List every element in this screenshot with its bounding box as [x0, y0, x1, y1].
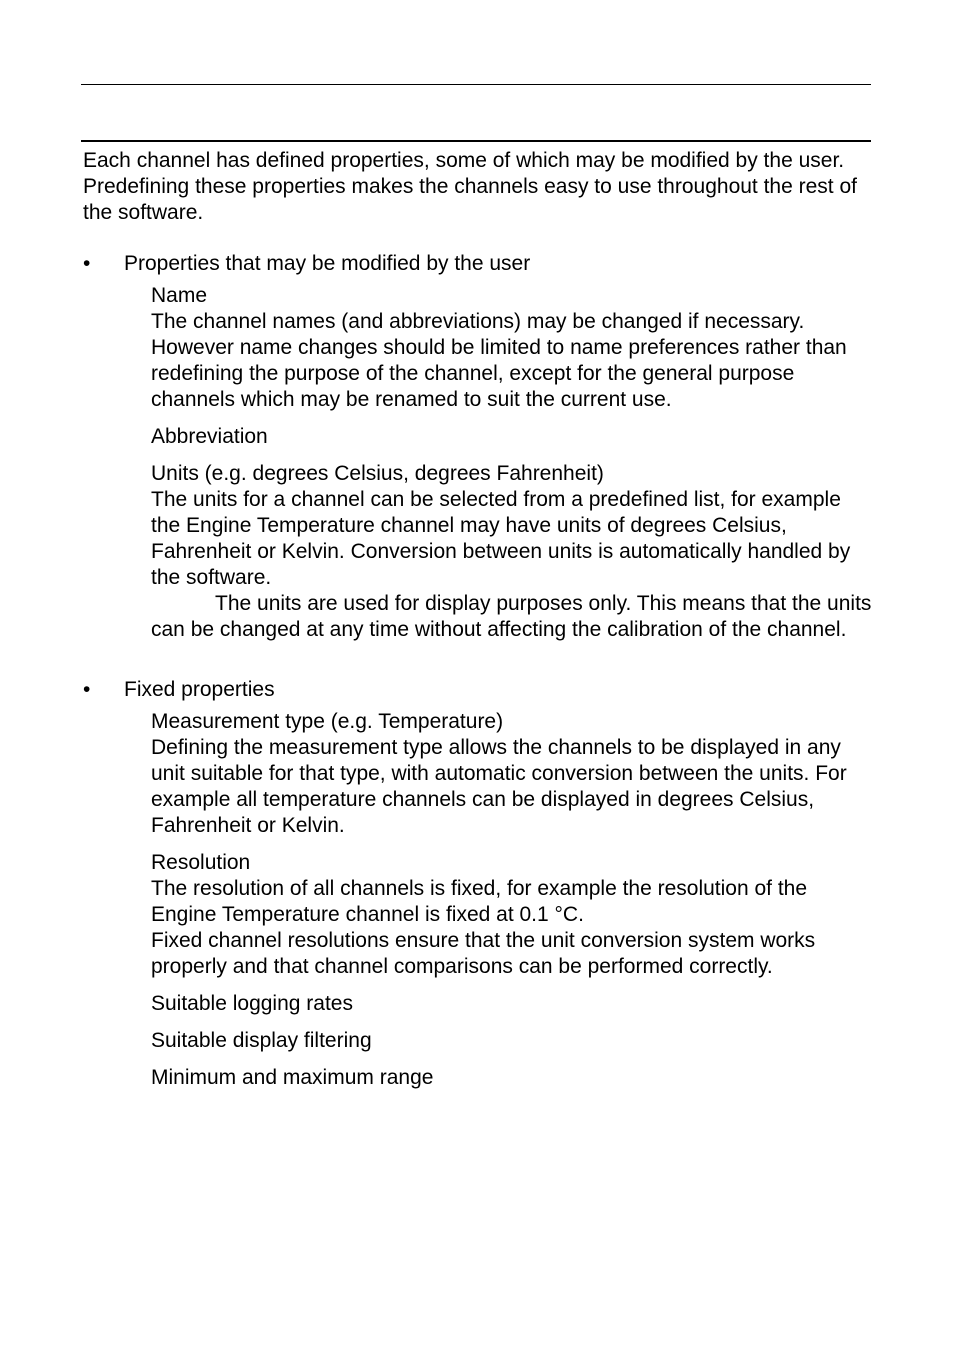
- document-body: [83, 148, 873, 1102]
- property-units: [151, 461, 873, 643]
- property-range: [151, 1065, 873, 1091]
- property-description: The units for a channel can be selected from a predefined list, for example the Engine Temperature channel may have units of degrees Celsius, Fahrenheit or Kelvin. Conversion between units is automatically handled by the software.: [151, 488, 851, 589]
- bullet-modifiable-properties: [83, 251, 873, 277]
- units-note: The units are used for display purposes only. This means that the units can be changed at any time without affecting the calibration of the channel.: [151, 592, 872, 641]
- property-title: Suitable logging rates: [151, 992, 353, 1015]
- property-resolution: [151, 850, 873, 980]
- intro-paragraph: Each channel has defined properties, some of which may be modified by the user. Predefining these properties makes the channels easy to use throughout the rest of the software.: [83, 149, 857, 224]
- property-name: [151, 283, 873, 413]
- bullet-heading: Fixed properties: [124, 678, 275, 701]
- section-heading-rule: [81, 140, 871, 142]
- property-title: Units (e.g. degrees Celsius, degrees Fahrenheit): [151, 462, 604, 485]
- property-title: Minimum and maximum range: [151, 1066, 434, 1089]
- property-display-filtering: [151, 1028, 873, 1054]
- property-measurement-type: [151, 709, 873, 839]
- header-rule: [81, 84, 871, 85]
- property-title: Resolution: [151, 851, 251, 874]
- property-description: The resolution of all channels is fixed, for example the resolution of the Engine Temperature channel is fixed at 0.1 °C.: [151, 877, 808, 926]
- bullet-fixed-properties: [83, 677, 873, 703]
- bullet-heading: Properties that may be modified by the user: [124, 252, 531, 275]
- property-logging-rates: [151, 991, 873, 1017]
- property-title: Name: [151, 284, 208, 307]
- property-title: Suitable display filtering: [151, 1029, 372, 1052]
- property-title: Measurement type (e.g. Temperature): [151, 710, 504, 733]
- property-description: Fixed channel resolutions ensure that the unit conversion system works properly and that channel comparisons can be performed correctly.: [151, 929, 816, 978]
- modifiable-properties-list: [83, 283, 873, 643]
- bullet-icon: •: [83, 252, 91, 275]
- property-description: Defining the measurement type allows the channels to be displayed in any unit suitable for that type, with automatic conversion between the units. For example all temperature channels can be displayed in degrees Celsius, Fahrenheit or Kelvin.: [151, 736, 847, 837]
- property-title: Abbreviation: [151, 425, 268, 448]
- bullet-icon: •: [83, 678, 91, 701]
- property-description: The channel names (and abbreviations) may be changed if necessary. However name changes should be limited to name preferences rather than redefining the purpose of the channel, except for the general purpose channels which may be renamed to suit the current use.: [151, 310, 847, 411]
- section-spacer: [83, 654, 873, 677]
- property-abbreviation: [151, 424, 873, 450]
- fixed-properties-list: [83, 709, 873, 1091]
